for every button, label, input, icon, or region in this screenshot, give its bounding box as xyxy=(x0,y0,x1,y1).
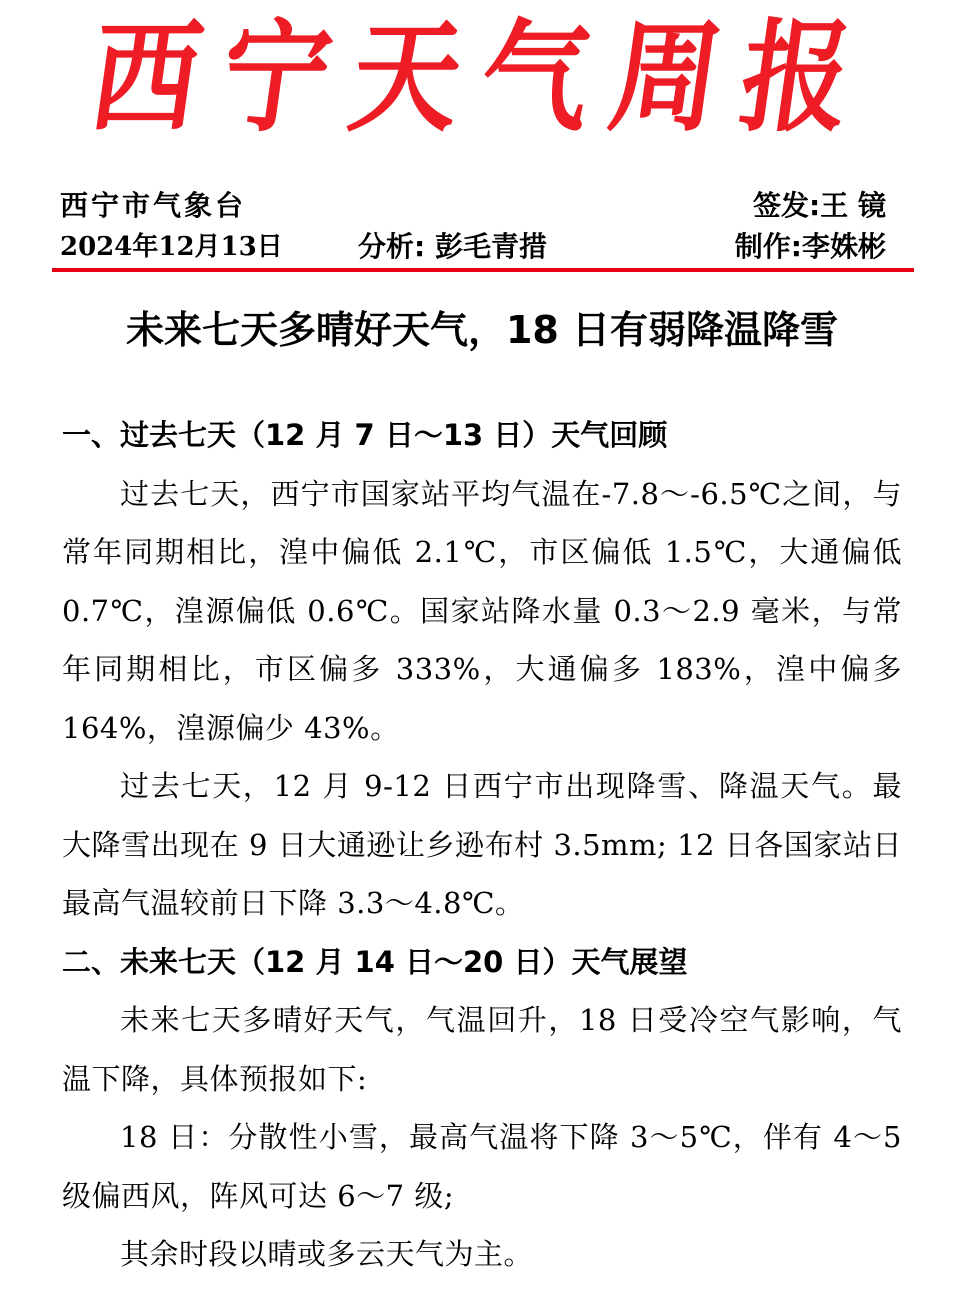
section-heading: 一、过去七天（12 月 7 日～13 日）天气回顾 xyxy=(62,418,668,452)
headline: 未来七天多晴好天气，18 日有弱降温降雪 xyxy=(125,308,839,352)
analyst-label: 分析: 彭毛青措 xyxy=(358,230,547,263)
section-next-week xyxy=(62,933,902,1284)
signer-label: 签发:王 镜 xyxy=(753,189,886,222)
section-heading: 二、未来七天（12 月 14 日～20 日）天气展望 xyxy=(62,944,688,979)
report-body xyxy=(62,406,902,1284)
section-past-week xyxy=(62,406,902,933)
paragraph: 未来七天多晴好天气，气温回升，18 日受冷空气影响，气温下降，具体预报如下: xyxy=(62,1003,902,1096)
producer-label: 制作:李姝彬 xyxy=(734,230,886,263)
masthead xyxy=(0,8,964,148)
paragraph: 18 日：分散性小雪，最高气温将下降 3～5℃，伴有 4～5 级偏西风，阵风可达 6～7 级; xyxy=(62,1120,902,1213)
paragraph: 过去七天，西宁市国家站平均气温在-7.8～-6.5℃之间，与常年同期相比，湟中偏低 2.1℃，市区偏低 1.5℃，大通偏低 0.7℃，湟源偏低 0.6℃。国家站降水量 0.3～2.9 毫米，与常年同期相比，市区偏多 333%，大通偏多 183%，湟中偏多 164%，湟源偏少 43%。 xyxy=(62,476,902,745)
paragraph: 其余时段以晴或多云天气为主。 xyxy=(120,1237,534,1271)
header-divider xyxy=(52,268,914,272)
issue-date: 2024年12月13日 xyxy=(60,232,283,262)
paragraph: 过去七天，12 月 9-12 日西宁市出现降雪、降温天气。最大降雪出现在 9 日大通逊让乡逊布村 3.5mm; 12 日各国家站日最高气温较前日下降 3.3～4.8℃。 xyxy=(62,769,902,920)
masthead-title: 西宁天气周报 xyxy=(82,7,882,149)
issuer-label: 西宁市气象台 xyxy=(60,189,247,222)
